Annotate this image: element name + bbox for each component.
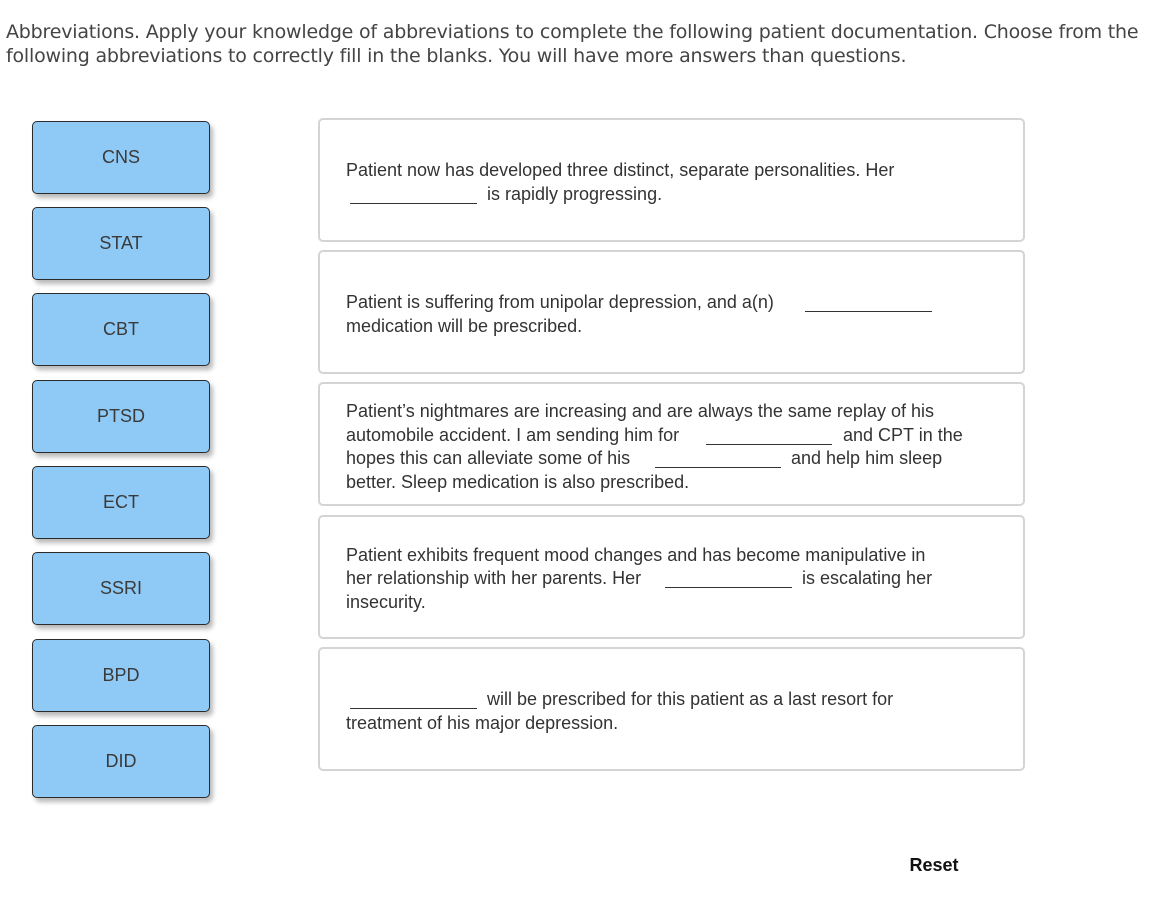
answer-tile-bpd[interactable]: BPD xyxy=(32,639,210,712)
question-4-blank-1[interactable] xyxy=(665,587,792,588)
question-2-blank-1[interactable] xyxy=(805,311,932,312)
question-3-text: and help him sleep xyxy=(791,448,943,468)
question-1-text: Patient now has developed three distinct, separate personalities. Her xyxy=(346,160,895,180)
question-1-blank-1[interactable] xyxy=(350,203,477,204)
instructions-text: Abbreviations. Apply your knowledge of abbreviations to complete the following patient documentation. Choose from the following abbreviations to correctly fill in the blanks. You will have more answers than questions. xyxy=(6,21,1139,67)
question-3-blank-1[interactable] xyxy=(706,444,832,445)
question-card-5 xyxy=(318,647,1025,771)
question-2-text: Patient is suffering from unipolar depression, and a(n) xyxy=(346,292,774,312)
answer-tile-ptsd[interactable]: PTSD xyxy=(32,380,210,453)
question-card-3 xyxy=(318,382,1025,506)
question-2-text: medication will be prescribed. xyxy=(346,316,583,336)
question-1-text: is rapidly progressing. xyxy=(487,184,663,204)
answer-tile-cns[interactable]: CNS xyxy=(32,121,210,194)
answer-tile-cbt[interactable]: CBT xyxy=(32,293,210,366)
question-3-text: automobile accident. I am sending him for xyxy=(346,425,680,445)
question-5-blank-1[interactable] xyxy=(350,708,477,709)
question-card-4 xyxy=(318,515,1025,639)
question-5-text: will be prescribed for this patient as a last resort for xyxy=(487,689,894,709)
question-4-text: her relationship with her parents. Her xyxy=(346,568,642,588)
reset-button[interactable]: Reset xyxy=(896,848,972,882)
answer-tile-stat[interactable]: STAT xyxy=(32,207,210,280)
answer-tile-ssri[interactable]: SSRI xyxy=(32,552,210,625)
question-4-text: is escalating her xyxy=(802,568,933,588)
question-3-text: hopes this can alleviate some of his xyxy=(346,448,631,468)
answer-tile-did[interactable]: DID xyxy=(32,725,210,798)
question-card-2 xyxy=(318,250,1025,374)
question-3-text: and CPT in the xyxy=(843,425,963,445)
question-3-blank-2[interactable] xyxy=(655,467,781,468)
question-card-1 xyxy=(318,118,1025,242)
answer-tile-ect[interactable]: ECT xyxy=(32,466,210,539)
question-5-text: treatment of his major depression. xyxy=(346,713,619,733)
question-3-text: Patient’s nightmares are increasing and are always the same replay of his xyxy=(346,401,934,421)
question-4-text: insecurity. xyxy=(346,592,426,612)
question-3-text: better. Sleep medication is also prescribed. xyxy=(346,472,690,492)
question-4-text: Patient exhibits frequent mood changes and has become manipulative in xyxy=(346,545,926,565)
